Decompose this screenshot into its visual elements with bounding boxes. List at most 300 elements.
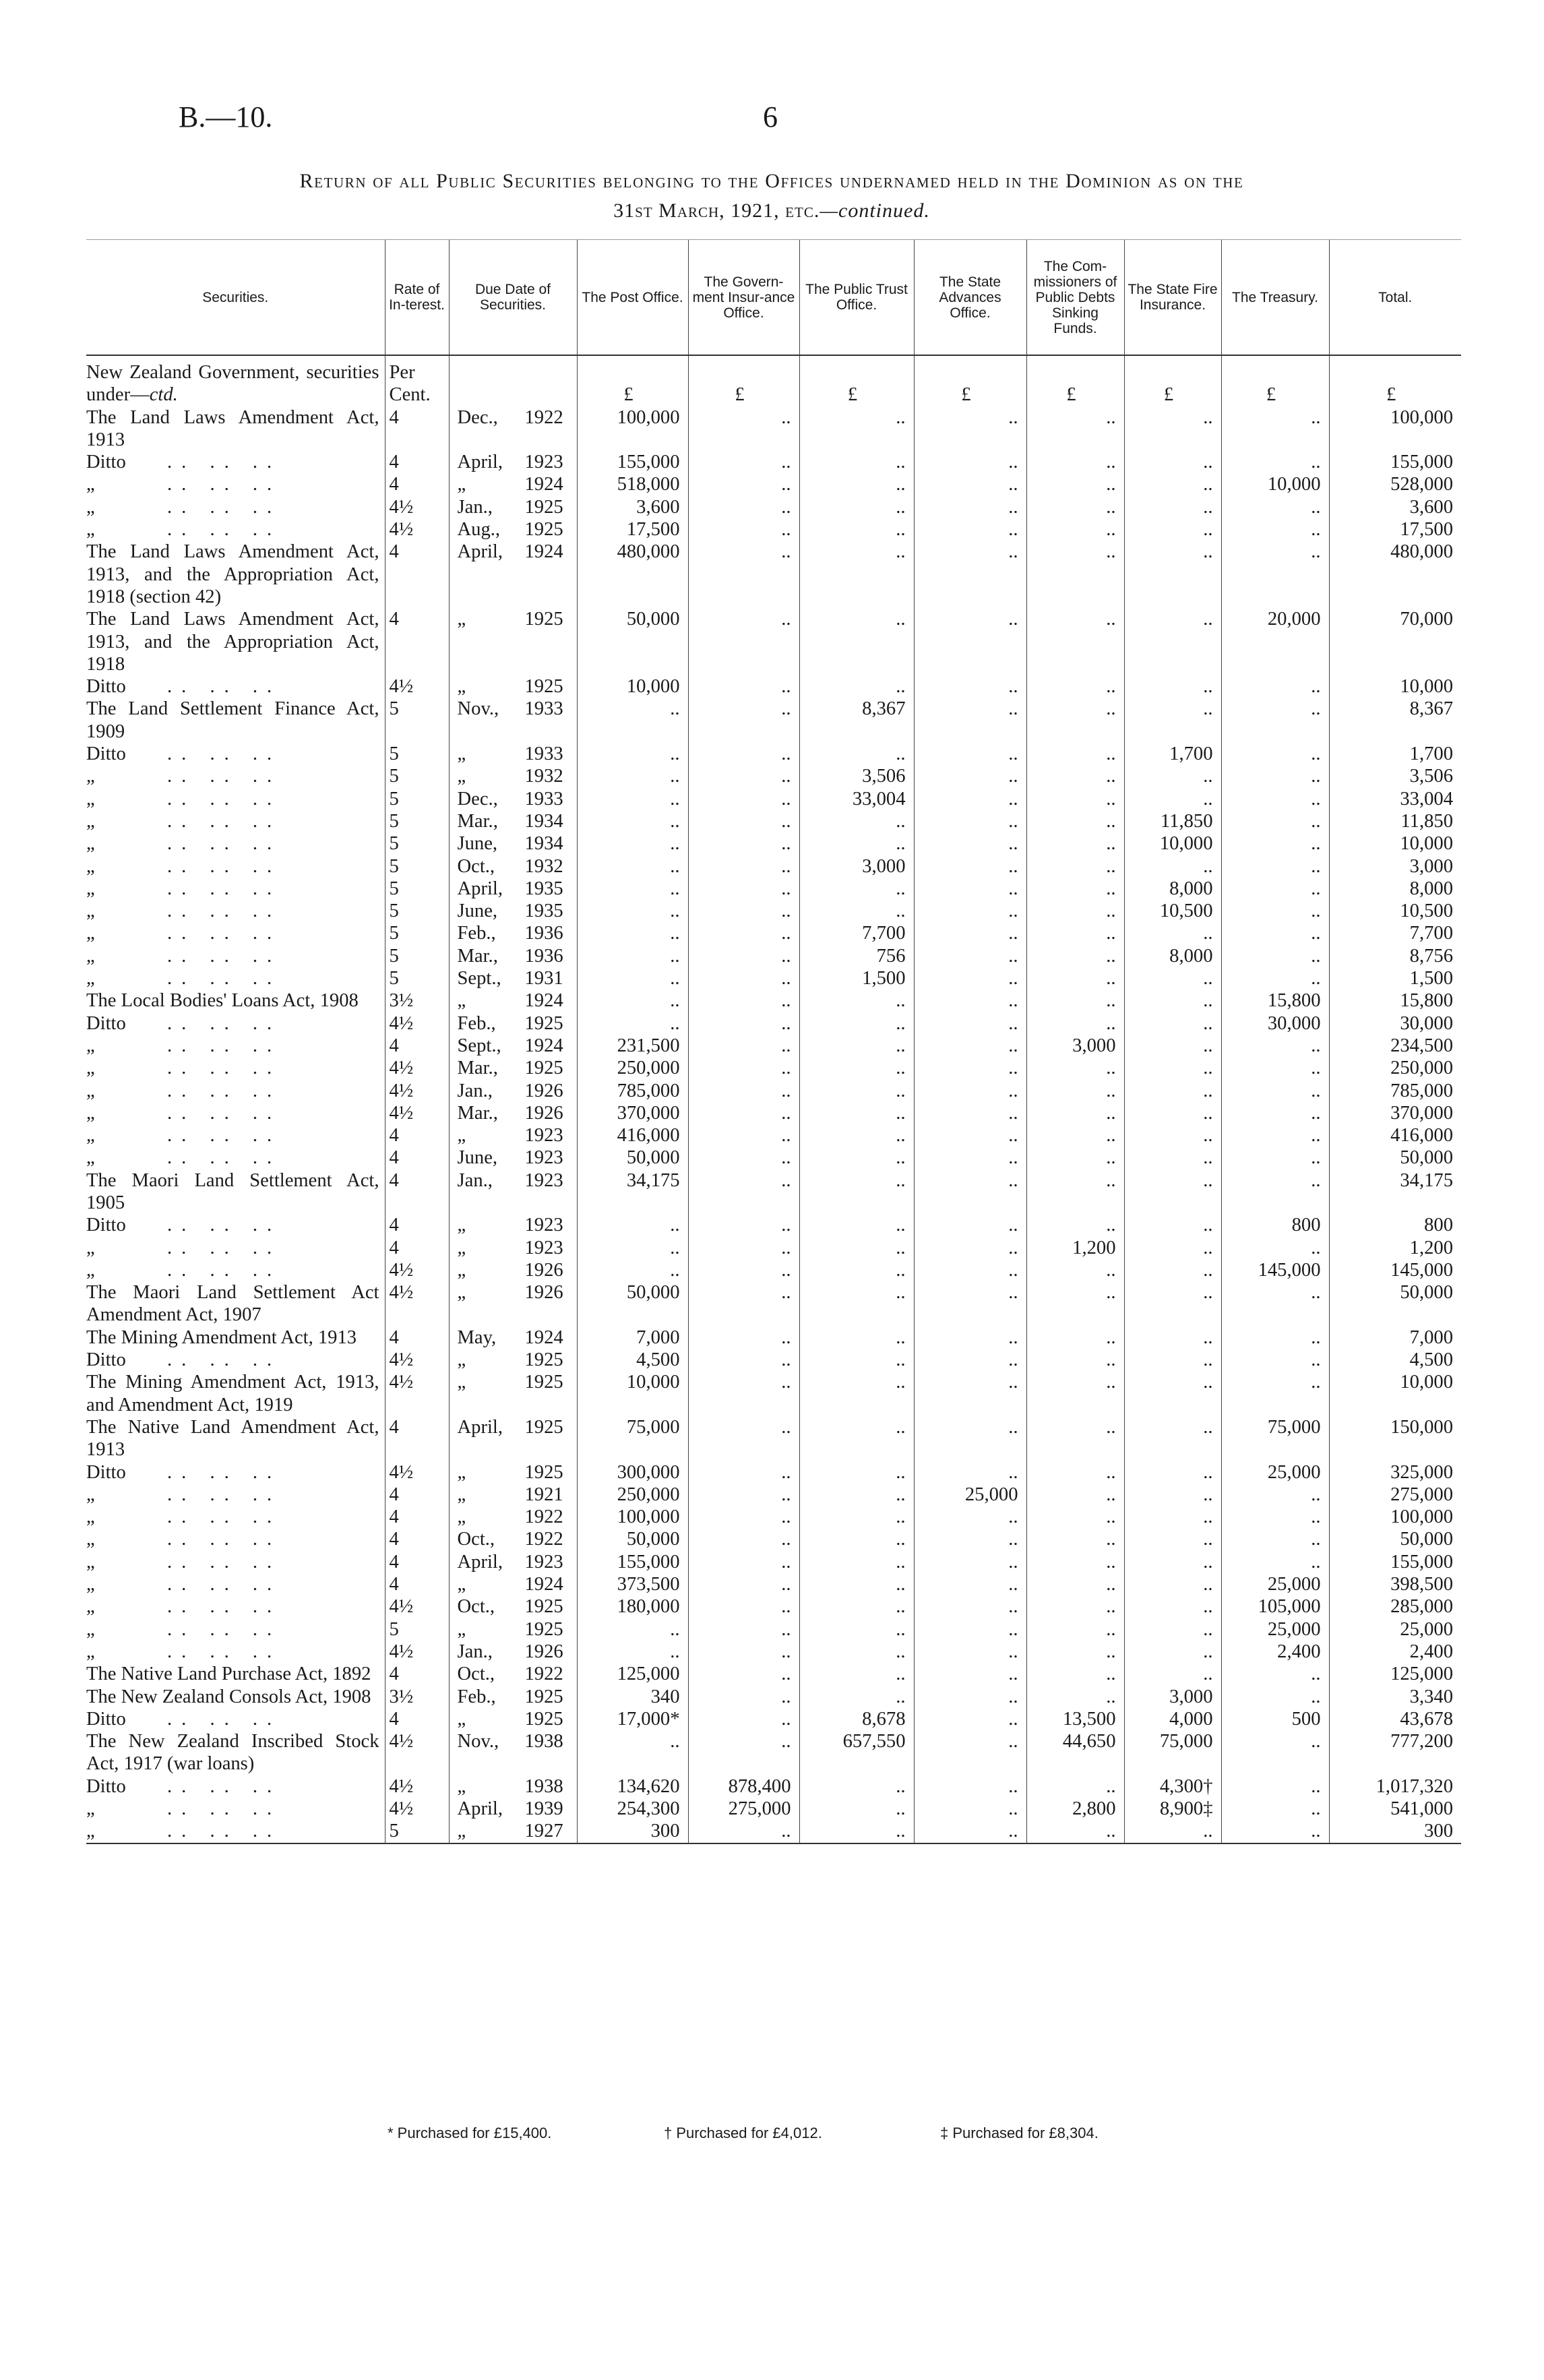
amount-state-advances: .. — [914, 406, 1026, 452]
security-name — [86, 900, 385, 922]
interest-rate: 5 — [385, 743, 449, 765]
amount-govt-insurance: .. — [688, 1214, 799, 1236]
amount-public-trust: .. — [799, 743, 914, 765]
amount-post-office: .. — [577, 698, 688, 743]
leader-dots: .. .. .. — [167, 1798, 282, 1819]
table-row — [86, 1618, 1461, 1641]
amount-treasury: .. — [1221, 406, 1329, 452]
due-month: April, — [457, 1416, 503, 1438]
amount-state-fire: 4,000 — [1124, 1708, 1221, 1730]
amount-sinking-funds: .. — [1026, 989, 1124, 1012]
due-date — [449, 1349, 577, 1371]
interest-rate: 4½ — [385, 675, 449, 698]
due-date — [449, 473, 577, 495]
due-year: 1936 — [524, 945, 563, 967]
due-month: „ — [457, 1775, 466, 1797]
amount-state-fire: .. — [1124, 1484, 1221, 1506]
amount-state-fire: .. — [1124, 698, 1221, 743]
amount-govt-insurance: .. — [688, 1686, 799, 1708]
amount-sinking-funds: 1,200 — [1026, 1237, 1124, 1259]
interest-rate: 4 — [385, 1484, 449, 1506]
amount-state-advances: .. — [914, 1730, 1026, 1775]
due-month: „ — [457, 1259, 466, 1281]
interest-rate: 4 — [385, 608, 449, 675]
table-row — [86, 1708, 1461, 1730]
due-month: Oct., — [457, 1529, 495, 1550]
interest-rate: 4 — [385, 1663, 449, 1685]
amount-govt-insurance: .. — [688, 1057, 799, 1079]
amount-public-trust: .. — [799, 1281, 914, 1326]
amount-state-fire: 8,900‡ — [1124, 1798, 1221, 1820]
amount-public-trust: .. — [799, 1237, 914, 1259]
security-name — [86, 922, 385, 944]
ditto-mark: Ditto — [86, 1215, 126, 1236]
ditto-mark: „ — [86, 1596, 95, 1618]
due-month: Jan., — [457, 1080, 493, 1101]
due-date — [449, 1102, 577, 1124]
leader-dots: .. .. .. — [167, 1618, 282, 1640]
amount-govt-insurance: .. — [688, 922, 799, 944]
table-row — [86, 967, 1461, 989]
amount-total: 800 — [1329, 1214, 1461, 1236]
interest-rate: 5 — [385, 900, 449, 922]
amount-state-fire: .. — [1124, 1663, 1221, 1685]
unit-row — [86, 355, 1461, 406]
ditto-mark: Ditto — [86, 1349, 126, 1371]
due-date — [449, 1461, 577, 1484]
due-date — [449, 1573, 577, 1595]
leader-dots: .. .. .. — [167, 1125, 282, 1147]
amount-state-advances: .. — [914, 1708, 1026, 1730]
security-name — [86, 1237, 385, 1259]
amount-public-trust: .. — [799, 1618, 914, 1641]
amount-public-trust: .. — [799, 1775, 914, 1798]
due-year: 1923 — [524, 1215, 563, 1236]
amount-govt-insurance: .. — [688, 1012, 799, 1035]
amount-treasury: .. — [1221, 945, 1329, 967]
leader-dots: .. .. .. — [167, 1349, 282, 1371]
security-name — [86, 1349, 385, 1371]
amount-state-advances: .. — [914, 743, 1026, 765]
amount-post-office: 4,500 — [577, 1349, 688, 1371]
due-date — [449, 518, 577, 541]
amount-treasury: 500 — [1221, 1708, 1329, 1730]
leader-dots: .. .. .. — [167, 676, 282, 698]
ditto-mark: Ditto — [86, 452, 126, 473]
security-name — [86, 1035, 385, 1057]
amount-treasury: .. — [1221, 1124, 1329, 1147]
amount-state-advances: .. — [914, 1416, 1026, 1461]
amount-public-trust: .. — [799, 1573, 914, 1595]
ditto-mark: „ — [86, 810, 95, 832]
interest-rate: 4½ — [385, 1461, 449, 1484]
amount-govt-insurance: .. — [688, 1035, 799, 1057]
amount-post-office: .. — [577, 945, 688, 967]
ditto-mark: Ditto — [86, 1012, 126, 1034]
due-year: 1925 — [524, 1686, 563, 1707]
due-month: „ — [457, 1484, 466, 1505]
leader-dots: .. .. .. — [167, 901, 282, 922]
due-month: Mar., — [457, 945, 498, 967]
amount-public-trust: .. — [799, 1124, 914, 1147]
due-year: 1925 — [524, 1058, 563, 1079]
amount-post-office: 50,000 — [577, 608, 688, 675]
ditto-mark: Ditto — [86, 1775, 126, 1797]
amount-treasury: .. — [1221, 1371, 1329, 1416]
ditto-mark: Ditto — [86, 1461, 126, 1483]
amount-state-fire: .. — [1124, 1214, 1221, 1236]
amount-post-office: .. — [577, 855, 688, 878]
leader-dots: .. .. .. — [167, 968, 282, 989]
amount-govt-insurance: .. — [688, 945, 799, 967]
due-date — [449, 810, 577, 832]
amount-post-office: 340 — [577, 1686, 688, 1708]
amount-total: 50,000 — [1329, 1281, 1461, 1326]
due-date — [449, 743, 577, 765]
leader-dots: .. .. .. — [167, 743, 282, 765]
ditto-mark: „ — [86, 1125, 95, 1147]
due-date — [449, 967, 577, 989]
page-reference: B.—10. — [179, 100, 273, 133]
due-month: „ — [457, 990, 466, 1012]
amount-public-trust: 8,678 — [799, 1708, 914, 1730]
security-name — [86, 1618, 385, 1641]
security-name: The Land Settlement Finance Act, 1909 — [86, 698, 379, 742]
amount-public-trust: .. — [799, 1820, 914, 1843]
amount-state-advances: .. — [914, 832, 1026, 855]
amount-public-trust: .. — [799, 451, 914, 473]
interest-rate: 4 — [385, 1237, 449, 1259]
security-name — [86, 1595, 385, 1618]
security-name — [86, 1057, 385, 1079]
due-year: 1933 — [524, 788, 563, 810]
footnote-double-dagger: ‡ Purchased for £8,304. — [940, 2125, 1099, 2141]
table-row — [86, 1775, 1461, 1798]
leader-dots: .. .. .. — [167, 1237, 282, 1258]
interest-rate: 4 — [385, 1147, 449, 1169]
amount-total: 1,500 — [1329, 967, 1461, 989]
due-year: 1925 — [524, 1708, 563, 1730]
amount-state-advances: .. — [914, 1641, 1026, 1663]
amount-state-fire: .. — [1124, 541, 1221, 608]
leader-dots: .. .. .. — [167, 788, 282, 810]
amount-treasury: 145,000 — [1221, 1259, 1329, 1281]
ditto-mark: „ — [86, 1484, 95, 1505]
security-name — [86, 1012, 385, 1035]
security-name: The Mining Amendment Act, 1913, and Amendment Act, 1919 — [86, 1372, 379, 1415]
amount-total: 541,000 — [1329, 1798, 1461, 1820]
amount-state-advances: .. — [914, 788, 1026, 810]
due-month: „ — [457, 1372, 466, 1393]
leader-dots: .. .. .. — [167, 1147, 282, 1169]
amount-treasury: .. — [1221, 878, 1329, 900]
amount-post-office: 3,600 — [577, 496, 688, 518]
amount-govt-insurance: .. — [688, 855, 799, 878]
currency-symbol: £ — [577, 355, 688, 406]
due-month: April, — [457, 1551, 503, 1573]
amount-sinking-funds: .. — [1026, 832, 1124, 855]
amount-state-fire: .. — [1124, 675, 1221, 698]
due-month: Mar., — [457, 1058, 498, 1079]
table-row — [86, 810, 1461, 832]
amount-state-advances: .. — [914, 541, 1026, 608]
amount-total: 33,004 — [1329, 788, 1461, 810]
amount-public-trust: .. — [799, 1147, 914, 1169]
due-month: April, — [457, 541, 503, 563]
due-month: Dec., — [457, 406, 498, 428]
security-name: The Mining Amendment Act, 1913 — [86, 1326, 357, 1348]
col-header-sinking-funds: The Com-missioners of Public Debts Sinking Funds. — [1026, 240, 1124, 356]
leader-dots: .. .. .. — [167, 1574, 282, 1595]
amount-public-trust: .. — [799, 989, 914, 1012]
amount-sinking-funds: .. — [1026, 496, 1124, 518]
leader-dots: .. .. .. — [167, 1012, 282, 1034]
section-heading: New Zealand Government, securities under—ctd. — [86, 362, 379, 406]
table-row — [86, 1461, 1461, 1484]
amount-total: 234,500 — [1329, 1035, 1461, 1057]
amount-post-office: .. — [577, 922, 688, 944]
amount-treasury: .. — [1221, 1798, 1329, 1820]
amount-post-office: 17,000* — [577, 1708, 688, 1730]
amount-state-fire: .. — [1124, 1080, 1221, 1102]
amount-total: 480,000 — [1329, 541, 1461, 608]
table-row — [86, 406, 1461, 452]
amount-post-office: 17,500 — [577, 518, 688, 541]
due-year: 1924 — [524, 1326, 563, 1348]
footnote-asterisk: * Purchased for £15,400. — [388, 2125, 552, 2141]
interest-rate: 4½ — [385, 1012, 449, 1035]
amount-post-office: .. — [577, 900, 688, 922]
amount-state-fire: 1,700 — [1124, 743, 1221, 765]
interest-rate: 4 — [385, 451, 449, 473]
security-name — [86, 1798, 385, 1820]
leader-dots: .. .. .. — [167, 1484, 282, 1505]
due-month: „ — [457, 1821, 466, 1842]
amount-sinking-funds: .. — [1026, 608, 1124, 675]
amount-sinking-funds: .. — [1026, 945, 1124, 967]
amount-state-fire: .. — [1124, 1461, 1221, 1484]
amount-state-advances: .. — [914, 675, 1026, 698]
leader-dots: .. .. .. — [167, 452, 282, 473]
amount-sinking-funds: .. — [1026, 765, 1124, 787]
due-year: 1925 — [524, 1618, 563, 1640]
amount-state-advances: .. — [914, 1573, 1026, 1595]
due-month: „ — [457, 1237, 466, 1258]
amount-total: 155,000 — [1329, 451, 1461, 473]
leader-dots: .. .. .. — [167, 1708, 282, 1730]
leader-dots: .. .. .. — [167, 1461, 282, 1483]
amount-post-office: 155,000 — [577, 451, 688, 473]
due-year: 1932 — [524, 766, 563, 787]
interest-rate: 4 — [385, 1506, 449, 1528]
amount-sinking-funds: .. — [1026, 1573, 1124, 1595]
interest-rate: 4½ — [385, 1775, 449, 1798]
interest-rate: 4½ — [385, 1057, 449, 1079]
table-row — [86, 473, 1461, 495]
due-month: April, — [457, 1798, 503, 1819]
due-year: 1924 — [524, 474, 563, 495]
amount-state-advances: .. — [914, 1012, 1026, 1035]
due-year: 1934 — [524, 810, 563, 832]
table-row — [86, 1371, 1461, 1416]
amount-total: 8,367 — [1329, 698, 1461, 743]
security-name — [86, 1259, 385, 1281]
amount-treasury: .. — [1221, 900, 1329, 922]
amount-post-office: .. — [577, 1259, 688, 1281]
due-year: 1926 — [524, 1080, 563, 1101]
amount-public-trust: .. — [799, 1528, 914, 1550]
table-row — [86, 1595, 1461, 1618]
due-date — [449, 922, 577, 944]
amount-sinking-funds: 2,800 — [1026, 1798, 1124, 1820]
amount-govt-insurance: .. — [688, 1573, 799, 1595]
amount-public-trust: .. — [799, 900, 914, 922]
amount-govt-insurance: .. — [688, 496, 799, 518]
amount-state-fire: 75,000 — [1124, 1730, 1221, 1775]
due-date — [449, 1506, 577, 1528]
amount-total: 100,000 — [1329, 406, 1461, 452]
due-year: 1934 — [524, 833, 563, 855]
amount-sinking-funds: .. — [1026, 967, 1124, 989]
due-year: 1925 — [524, 1416, 563, 1438]
due-month: „ — [457, 1215, 466, 1236]
interest-rate: 5 — [385, 832, 449, 855]
due-date — [449, 1080, 577, 1102]
amount-sinking-funds: .. — [1026, 855, 1124, 878]
table-row — [86, 1820, 1461, 1843]
amount-govt-insurance: .. — [688, 1102, 799, 1124]
security-name — [86, 743, 385, 765]
table-row — [86, 518, 1461, 541]
amount-state-fire: .. — [1124, 1618, 1221, 1641]
ditto-mark: Ditto — [86, 1708, 126, 1730]
amount-treasury: .. — [1221, 1663, 1329, 1685]
amount-treasury: .. — [1221, 1686, 1329, 1708]
due-date — [449, 1281, 577, 1326]
due-date — [449, 1663, 577, 1685]
amount-treasury: .. — [1221, 1169, 1329, 1215]
amount-sinking-funds: .. — [1026, 1528, 1124, 1550]
interest-rate: 4 — [385, 1416, 449, 1461]
security-name — [86, 855, 385, 878]
amount-post-office: .. — [577, 1730, 688, 1775]
amount-state-advances: .. — [914, 1618, 1026, 1641]
due-date — [449, 541, 577, 608]
amount-state-advances: .. — [914, 967, 1026, 989]
security-name — [86, 1080, 385, 1102]
due-year: 1926 — [524, 1259, 563, 1281]
table-row — [86, 765, 1461, 787]
security-name — [86, 1461, 385, 1484]
interest-rate: 4½ — [385, 1595, 449, 1618]
leader-dots: .. .. .. — [167, 1506, 282, 1528]
amount-treasury: 25,000 — [1221, 1573, 1329, 1595]
table-row — [86, 698, 1461, 743]
amount-state-fire: .. — [1124, 1528, 1221, 1550]
ditto-mark: „ — [86, 1798, 95, 1819]
amount-state-advances: .. — [914, 1820, 1026, 1843]
security-name — [86, 1641, 385, 1663]
amount-state-fire: .. — [1124, 406, 1221, 452]
security-name: The Native Land Amendment Act, 1913 — [86, 1416, 379, 1461]
amount-state-advances: .. — [914, 945, 1026, 967]
due-date — [449, 788, 577, 810]
table-row — [86, 1326, 1461, 1349]
amount-state-advances: .. — [914, 698, 1026, 743]
due-month: „ — [457, 1125, 466, 1147]
table-row — [86, 1102, 1461, 1124]
amount-govt-insurance: .. — [688, 788, 799, 810]
table-row — [86, 1035, 1461, 1057]
amount-sinking-funds: .. — [1026, 1663, 1124, 1685]
amount-total: 3,000 — [1329, 855, 1461, 878]
amount-treasury: 25,000 — [1221, 1461, 1329, 1484]
amount-sinking-funds: .. — [1026, 1080, 1124, 1102]
amount-state-advances: .. — [914, 1663, 1026, 1685]
due-month: June, — [457, 901, 498, 922]
amount-govt-insurance: .. — [688, 698, 799, 743]
due-month: Dec., — [457, 788, 498, 810]
amount-post-office: 250,000 — [577, 1057, 688, 1079]
amount-total: 300 — [1329, 1820, 1461, 1843]
leader-dots: .. .. .. — [167, 1641, 282, 1662]
amount-govt-insurance: .. — [688, 765, 799, 787]
amount-state-fire: 4,300† — [1124, 1775, 1221, 1798]
amount-state-advances: .. — [914, 1057, 1026, 1079]
amount-sinking-funds: .. — [1026, 541, 1124, 608]
interest-rate: 4½ — [385, 1349, 449, 1371]
ditto-mark: „ — [86, 1574, 95, 1595]
security-name: The Maori Land Settlement Act Amendment Act, 1907 — [86, 1282, 379, 1326]
currency-symbol: £ — [1329, 355, 1461, 406]
security-name: The Land Laws Amendment Act, 1913 — [86, 406, 379, 450]
due-month: Oct., — [457, 1596, 495, 1618]
amount-public-trust: 3,506 — [799, 765, 914, 787]
amount-state-advances: .. — [914, 1281, 1026, 1326]
amount-treasury: .. — [1221, 518, 1329, 541]
due-month: June, — [457, 1147, 498, 1169]
security-name — [86, 810, 385, 832]
amount-treasury: .. — [1221, 743, 1329, 765]
amount-total: 1,017,320 — [1329, 1775, 1461, 1798]
amount-post-office: .. — [577, 765, 688, 787]
amount-state-fire: 10,000 — [1124, 832, 1221, 855]
amount-public-trust: .. — [799, 406, 914, 452]
amount-treasury: .. — [1221, 810, 1329, 832]
table-row — [86, 900, 1461, 922]
amount-total: 11,850 — [1329, 810, 1461, 832]
table-row — [86, 788, 1461, 810]
interest-rate: 5 — [385, 945, 449, 967]
amount-govt-insurance: .. — [688, 1484, 799, 1506]
amount-state-advances: .. — [914, 451, 1026, 473]
due-month: „ — [457, 766, 466, 787]
due-year: 1935 — [524, 878, 563, 899]
amount-state-fire: .. — [1124, 1416, 1221, 1461]
due-date — [449, 1057, 577, 1079]
due-month: „ — [457, 474, 466, 495]
amount-total: 275,000 — [1329, 1484, 1461, 1506]
leader-dots: .. .. .. — [167, 1596, 282, 1618]
amount-post-office: 7,000 — [577, 1326, 688, 1349]
amount-state-advances: .. — [914, 518, 1026, 541]
interest-rate: 4 — [385, 1551, 449, 1573]
amount-govt-insurance: 275,000 — [688, 1798, 799, 1820]
amount-treasury: .. — [1221, 788, 1329, 810]
amount-state-fire: .. — [1124, 1820, 1221, 1843]
security-name — [86, 518, 385, 541]
amount-public-trust: .. — [799, 608, 914, 675]
